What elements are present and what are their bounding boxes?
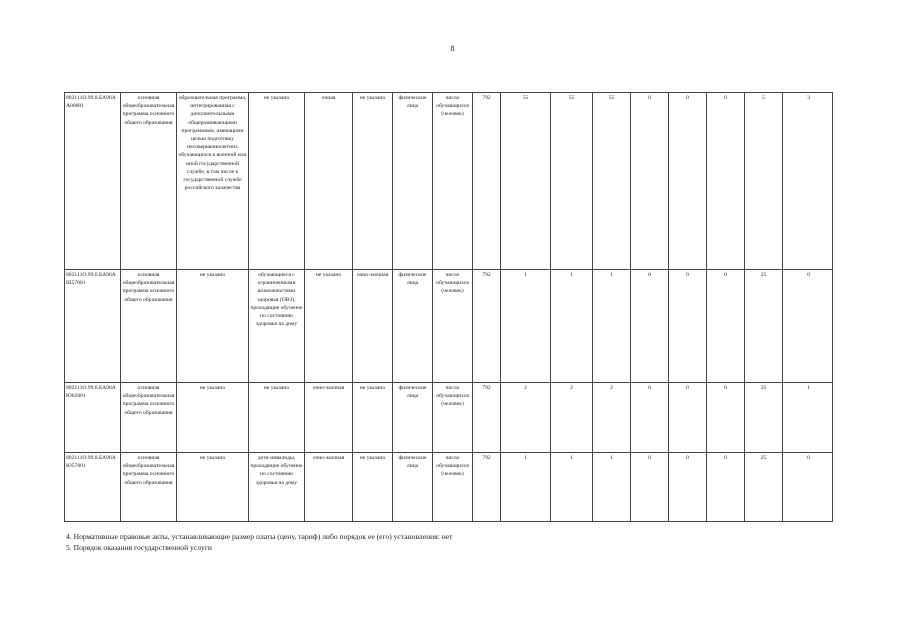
value-cell: 0 xyxy=(631,383,669,453)
program-feature-cell: не указано xyxy=(177,453,249,522)
registry-code-cell: 802111О.99.0.БА96АЮ57001 xyxy=(65,453,121,522)
table-row xyxy=(65,383,833,453)
value-cell: 2 xyxy=(593,383,631,453)
value-cell: 2 xyxy=(501,383,551,453)
program-content-cell: основная общеобразовательная программа основного общего образования xyxy=(121,453,177,522)
value-cell: 0 xyxy=(669,93,707,270)
study-form-cell: очно-заочная xyxy=(305,383,353,453)
note-regulatory-acts: 4. Нормативные правовые акты, устанавливающие размер платы (цену, тариф) либо порядок ее (его) установления: нет xyxy=(66,532,453,541)
note-service-procedure: 5. Порядок оказания государственной услуги xyxy=(66,543,212,552)
okei-code-cell: 792 xyxy=(473,383,501,453)
value-cell: 55 xyxy=(501,93,551,270)
value-cell: 55 xyxy=(593,93,631,270)
deviation-abs-cell: 0 xyxy=(783,453,833,522)
deviation-percent-cell: 5 xyxy=(745,93,783,270)
condition-cell: не указано xyxy=(353,383,393,453)
okei-code-cell: 792 xyxy=(473,270,501,383)
consumer-category-cell: физические лица xyxy=(393,453,433,522)
value-cell: 1 xyxy=(593,270,631,383)
condition-cell: не указано xyxy=(353,93,393,270)
value-cell: 0 xyxy=(669,453,707,522)
page-number: 8 xyxy=(450,44,455,53)
learner-category-cell: не указано xyxy=(249,383,305,453)
consumer-category-cell: физические лица xyxy=(393,270,433,383)
value-cell: 0 xyxy=(707,93,745,270)
value-cell: 0 xyxy=(669,383,707,453)
deviation-percent-cell: 25 xyxy=(745,383,783,453)
value-cell: 55 xyxy=(551,93,593,270)
table-row xyxy=(65,93,833,270)
value-cell: 1 xyxy=(551,270,593,383)
consumer-category-cell: физические лица xyxy=(393,383,433,453)
indicator-name-cell: число обучающихся (человек) xyxy=(433,270,473,383)
table-row xyxy=(65,270,833,383)
registry-code-cell: 802111О.99.0.БА96АЮ62001 xyxy=(65,383,121,453)
value-cell: 0 xyxy=(707,453,745,522)
study-form-cell: очная xyxy=(305,93,353,270)
value-cell: 0 xyxy=(631,453,669,522)
learner-category-cell: не указано xyxy=(249,93,305,270)
program-content-cell: основная общеобразовательная программа основного общего образования xyxy=(121,93,177,270)
registry-code-cell: 802111О.99.0.БА96АШ57001 xyxy=(65,270,121,383)
registry-code-cell: 802111О.99.0.БА96АА00001 xyxy=(65,93,121,270)
program-feature-cell: не указано xyxy=(177,270,249,383)
value-cell: 2 xyxy=(551,383,593,453)
deviation-percent-cell: 25 xyxy=(745,270,783,383)
value-cell: 0 xyxy=(669,270,707,383)
table-row xyxy=(65,453,833,522)
program-content-cell: основная общеобразовательная программа основного общего образования xyxy=(121,270,177,383)
indicator-name-cell: число обучающихся (человек) xyxy=(433,453,473,522)
okei-code-cell: 792 xyxy=(473,93,501,270)
value-cell: 0 xyxy=(631,270,669,383)
value-cell: 1 xyxy=(593,453,631,522)
deviation-percent-cell: 25 xyxy=(745,453,783,522)
study-form-cell: очно-заочная xyxy=(305,453,353,522)
condition-cell: не указано xyxy=(353,453,393,522)
value-cell: 1 xyxy=(551,453,593,522)
learner-category-cell: дети-инвалиды, проходящие обучение по состоянию здоровья на дому xyxy=(249,453,305,522)
service-indicators-table xyxy=(64,92,833,522)
program-feature-cell: образовательная программа, интегрированная с дополнительными общеразвивающими программами, имеющими целью подготовку несовершеннолетних обучающихся к военной или иной государственной службе, в том числе к государственной службе российского казачества xyxy=(177,93,249,270)
okei-code-cell: 792 xyxy=(473,453,501,522)
deviation-abs-cell: 1 xyxy=(783,383,833,453)
value-cell: 1 xyxy=(501,270,551,383)
condition-cell: очно-заочная xyxy=(353,270,393,383)
deviation-abs-cell: 0 xyxy=(783,270,833,383)
indicator-name-cell: число обучающихся (человек) xyxy=(433,93,473,270)
study-form-cell: не указано xyxy=(305,270,353,383)
deviation-abs-cell: 3 xyxy=(783,93,833,270)
consumer-category-cell: физические лица xyxy=(393,93,433,270)
value-cell: 0 xyxy=(707,270,745,383)
learner-category-cell: обучающиеся с ограниченными возможностями здоровья (ОВЗ), проходящие обучение по состоянию здоровья на дому xyxy=(249,270,305,383)
value-cell: 0 xyxy=(707,383,745,453)
value-cell: 1 xyxy=(501,453,551,522)
indicator-name-cell: число обучающихся (человек) xyxy=(433,383,473,453)
value-cell: 0 xyxy=(631,93,669,270)
program-content-cell: основная общеобразовательная программа основного общего образования xyxy=(121,383,177,453)
program-feature-cell: не указано xyxy=(177,383,249,453)
